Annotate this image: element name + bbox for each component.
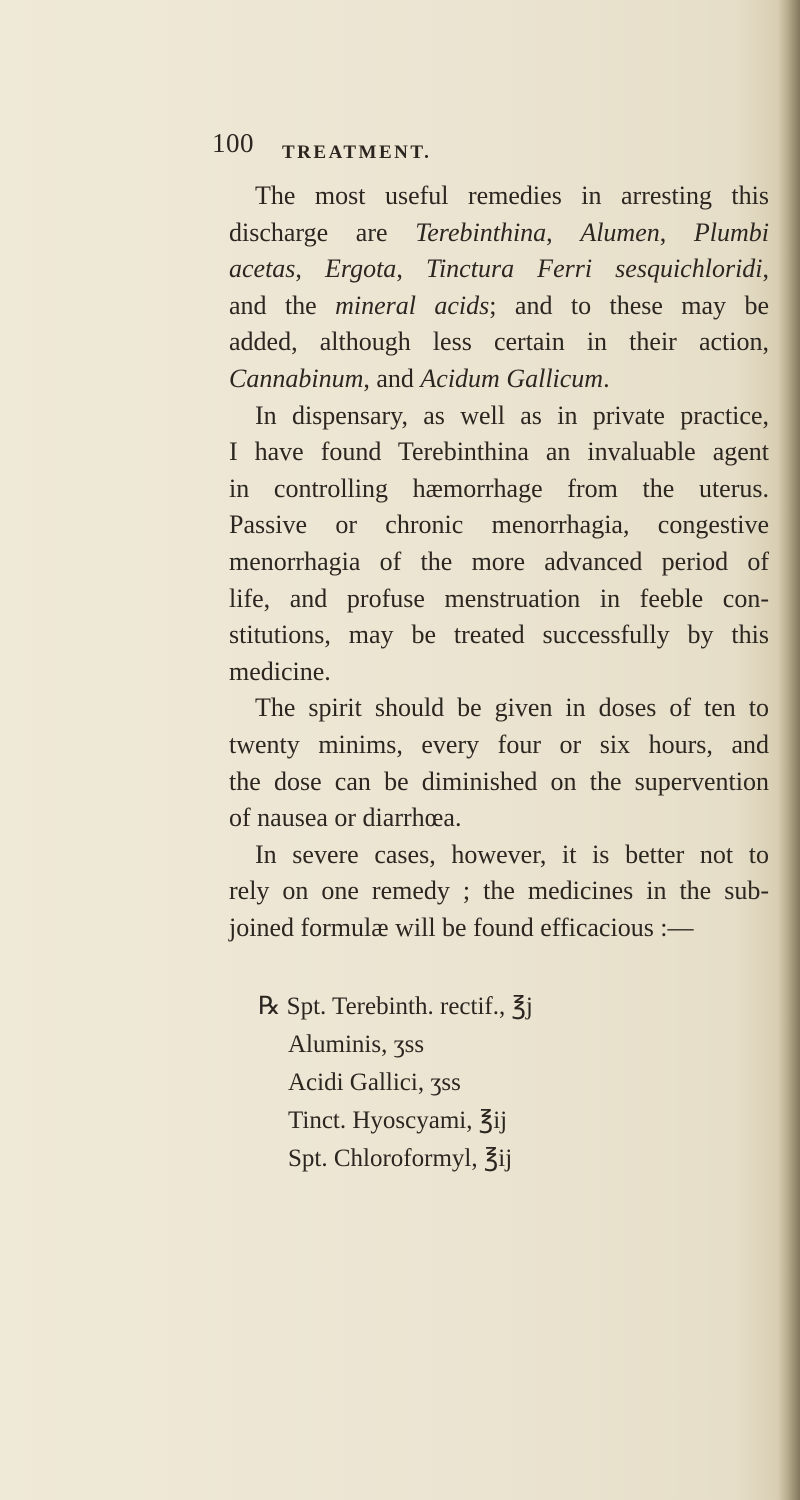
- text-run: In severe cases, however, it is better not to: [255, 839, 769, 869]
- text-run: ; and to these may be: [489, 290, 769, 320]
- italic-term: Tinctura Ferri sesquichloridi: [425, 254, 763, 284]
- text-line: [229, 873, 769, 910]
- text-line: [229, 251, 769, 288]
- text-line: [229, 764, 769, 801]
- text-run: rely on one remedy ; the medicines in the sub-: [229, 876, 769, 906]
- italic-term: Cannabinum: [229, 363, 364, 393]
- text-line: [229, 544, 769, 581]
- text-run: ,: [396, 254, 426, 284]
- text-line: [229, 654, 769, 691]
- text-line: [229, 434, 769, 471]
- text-run: .: [603, 363, 610, 393]
- text-line: [229, 910, 769, 947]
- text-run: joined formulæ will be found efficacious :—: [229, 912, 694, 942]
- text-run: and the: [229, 290, 336, 320]
- text-run: medicine.: [229, 656, 331, 686]
- recipe-ingredient: Aluminis, ʒss: [288, 1031, 425, 1058]
- text-line: [229, 727, 769, 764]
- text-run: The most useful remedies in arresting this: [255, 181, 769, 210]
- text-run: the dose can be diminished on the supervention: [229, 766, 769, 796]
- text-run: life, and profuse menstruation in feeble con-: [229, 583, 769, 613]
- italic-term: Terebinthina: [415, 217, 547, 247]
- text-line: [229, 617, 769, 654]
- italic-term: Plumbi: [693, 217, 770, 247]
- text-line: [229, 178, 769, 215]
- recipe-ingredient: Spt. Chloroformyl, ℥ij: [288, 1145, 513, 1172]
- paragraph: [229, 398, 769, 691]
- text-run: Passive or chronic menorrhagia, congestive: [229, 510, 769, 540]
- text-run: ,: [295, 254, 326, 284]
- text-line: [229, 215, 769, 252]
- text-line: [229, 324, 769, 361]
- running-head: TREATMENT.: [282, 142, 432, 163]
- text-line: [229, 471, 769, 508]
- body-text: [229, 178, 769, 946]
- text-line: [229, 800, 769, 837]
- paragraph: [229, 178, 769, 398]
- text-run: I have found Terebinthina an invaluable agent: [229, 437, 769, 467]
- page-header: [212, 128, 632, 172]
- italic-term: Ergota: [325, 254, 397, 284]
- paragraph: [229, 690, 769, 836]
- recipe-ingredient: Acidi Gallici, ʒss: [288, 1069, 461, 1096]
- text-run: added, although less certain in their action,: [229, 327, 769, 357]
- italic-term: Alumen: [580, 217, 660, 247]
- text-run: stitutions, may be treated successfully by this: [229, 620, 769, 650]
- italic-term: Acidum Gallicum: [420, 363, 604, 393]
- text-run: , and: [363, 363, 421, 393]
- recipe-ingredient: Tinct. Hyoscyami, ℥ij: [288, 1107, 508, 1134]
- text-run: In dispensary, as well as in private practice,: [255, 400, 769, 430]
- italic-term: acetas: [229, 254, 296, 284]
- text-run: menorrhagia of the more advanced period of: [229, 546, 769, 576]
- recipe-heading-line: ℞ Spt. Terebinth. rectif., ℥j: [258, 993, 533, 1020]
- text-line: [229, 507, 769, 544]
- text-run: twenty minims, every four or six hours, and: [229, 729, 769, 759]
- text-run: of nausea or diarrhœa.: [229, 803, 462, 833]
- paragraph: [229, 837, 769, 947]
- text-run: The spirit should be given in doses of ten to: [255, 693, 769, 723]
- text-line: [229, 361, 769, 398]
- page-number: 100: [212, 128, 254, 158]
- text-line: [229, 581, 769, 618]
- text-line: [229, 398, 769, 435]
- text-line: [229, 837, 769, 874]
- text-line: [229, 288, 769, 325]
- italic-term: mineral acids: [335, 290, 490, 320]
- text-run: ,: [762, 254, 770, 284]
- text-run: in controlling hæmorrhage from the uterus.: [229, 473, 769, 503]
- page-edge-shadow: [778, 0, 800, 1500]
- prescription-formula: [258, 988, 678, 1178]
- text-line: [229, 690, 769, 727]
- text-run: ,: [659, 217, 694, 247]
- text-run: ,: [546, 217, 581, 247]
- text-run: discharge are: [229, 217, 416, 247]
